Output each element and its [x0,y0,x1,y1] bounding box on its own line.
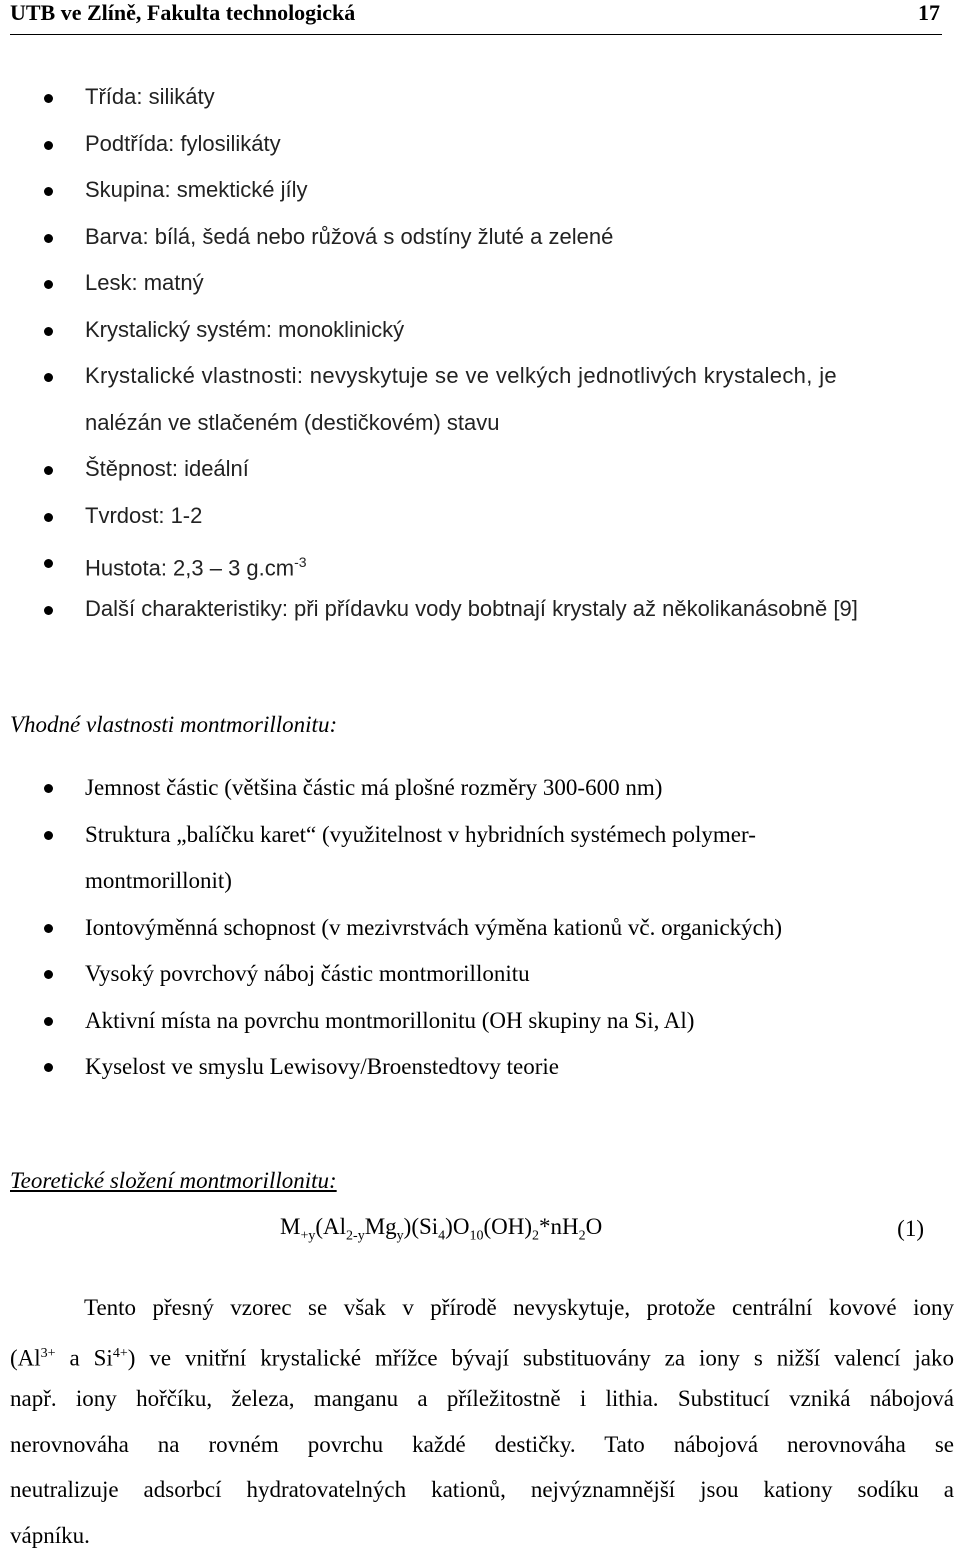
list-item: Aktivní místa na povrchu montmorillonitu (OH skupiny na Si, Al) [0,1005,960,1052]
bullet-icon [44,1017,53,1026]
list-item: Štěpnost: ideální [0,454,960,501]
bullet-icon [44,373,53,382]
chemical-formula: $M_{+y}(Al_{2-y}Mg_y)(Si_4)O_{10}(OH)_2*nH_2O$ [280,1214,603,1244]
paragraph-line-ions: ($Al^{3+}$ a $Si^{4+}$) ve vnitřní krystalické mřížce bývají substituovány za iony s nižší valencí jako [10,1345,955,1371]
bullet-icon [44,559,53,568]
suitable-properties-list [0,772,960,1098]
bullet-icon [44,831,53,840]
list-item-structure: Struktura „balíčku karet“ (využitelnost v hybridních systémech polymer- montmorillonit) [0,819,960,912]
list-item: Barva: bílá, šedá nebo růžová s odstíny žluté a zelené [0,222,960,269]
structure-line: Struktura „balíčku karet“ (využitelnost v hybridních systémech polymer- [85,821,756,847]
bullet-icon [44,141,53,150]
list-item: Tvrdost: 1-2 [0,501,960,548]
bullet-icon [44,94,53,103]
bullet-icon [44,924,53,933]
list-item: Jemnost částic (většina částic má plošné rozměry 300-600 nm) [0,772,960,819]
list-item: Další charakteristiky: při přídavku vody bobtnají krystaly až několikanásobně [9] [0,594,960,641]
bullet-icon [44,970,53,979]
header-institution: UTB ve Zlíně, Fakulta technologická [10,0,356,25]
body-paragraph: Tento přesný vzorec se však v přírodě nevyskytuje, protože centrální kovové iony ($Al^{3+}$ a $Si^{4+}$) ve vnitřní krystalické mřížce bývají substituovány za iony s nižší valencí jako např. iony hořčíku, železa, manganu a příležitostně i lithia. Substitucí vzniká nábojová nerovnováha na rovném povrchu každé destičky. Tato nábojová nerovnováha se neutralizuje adsorbcí hydratovatelných kationů, nejvýznamnější jsou kationy sodíku a vápníku. [10,1295,955,1548]
section-heading-suitable: Vhodné vlastnosti montmorillonitu: [10,712,338,737]
list-item-density: Hustota: 2,3 – 3 $g.cm^{-3}$ [0,547,960,594]
bullet-icon [44,280,53,289]
bullet-icon [44,327,53,336]
list-item: Kyselost ve smyslu Lewisovy/Broenstedtovy teorie [0,1051,960,1098]
bullet-icon [44,513,53,522]
equation-number: (1) [897,1216,924,1241]
header-page-number: 17 [918,0,940,25]
bullet-icon [44,1063,53,1072]
section-heading-composition: Teoretické složení montmorillonitu: [10,1168,337,1193]
list-item: Iontovýměnná schopnost (v mezivrstvách výměna kationů vč. organických) [0,912,960,959]
bullet-icon [44,606,53,615]
bullet-icon [44,784,53,793]
list-item-crystal-properties: Krystalické vlastnosti: nevyskytuje se ve velkých jednotlivých krystalech, je nalézán ve stlačeném (destičkovém) stavu [0,361,960,454]
properties-list [0,82,960,640]
list-item: Vysoký povrchový náboj částic montmorillonitu [0,958,960,1005]
bullet-icon [44,234,53,243]
list-item: Lesk: matný [0,268,960,315]
bullet-icon [44,466,53,475]
list-item: Podtřída: fylosilikáty [0,129,960,176]
list-item: Třída: silikáty [0,82,960,129]
list-item: Krystalický systém: monoklinický [0,315,960,362]
bullet-icon [44,187,53,196]
list-item: Skupina: smektické jíly [0,175,960,222]
page-header [10,0,942,35]
